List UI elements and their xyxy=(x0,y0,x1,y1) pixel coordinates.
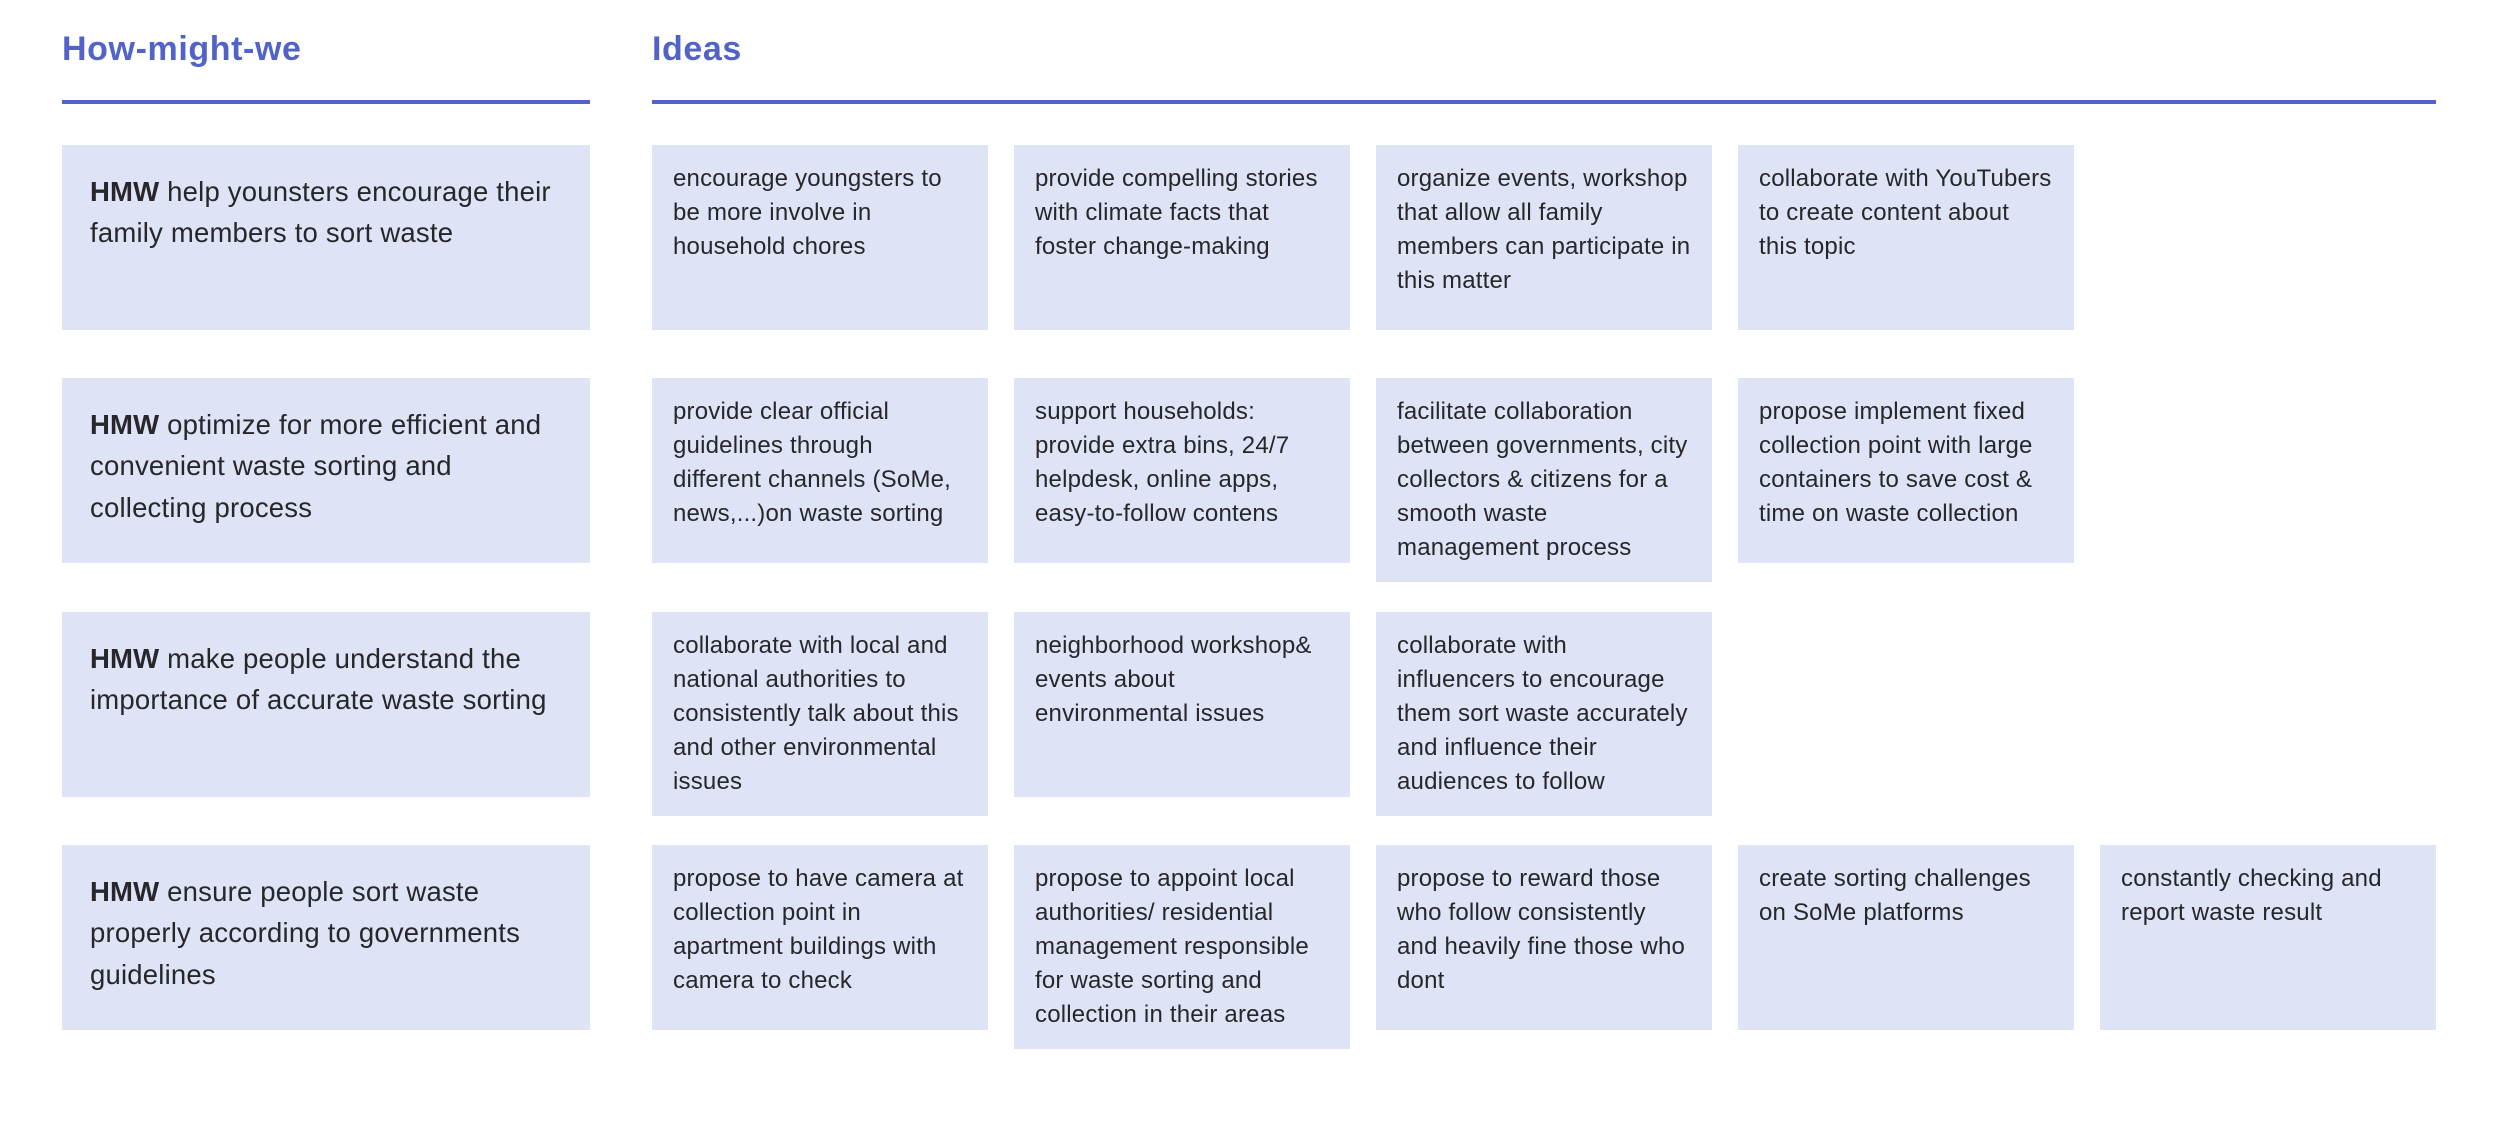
hmw-text: help younsters encourage their family members to sort waste xyxy=(90,176,551,249)
ideas-header-underline xyxy=(652,100,2436,104)
idea-card[interactable]: provide clear official guidelines through different channels (SoMe, news,...)on waste sorting xyxy=(652,378,988,563)
hmw-prefix: HMW xyxy=(90,876,160,907)
hmw-prefix: HMW xyxy=(90,409,160,440)
hmw-header-underline xyxy=(62,100,590,104)
idea-card[interactable]: propose to reward those who follow consistently and heavily fine those who dont xyxy=(1376,845,1712,1030)
idea-card[interactable]: propose to appoint local authorities/ residential management responsible for waste sorting and collection in their areas xyxy=(1014,845,1350,1049)
hmw-card[interactable] xyxy=(62,845,590,1030)
idea-card[interactable]: neighborhood workshop& events about environmental issues xyxy=(1014,612,1350,797)
idea-card[interactable]: organize events, workshop that allow all family members can participate in this matter xyxy=(1376,145,1712,330)
hmw-card[interactable] xyxy=(62,378,590,563)
idea-card[interactable]: collaborate with local and national authorities to consistently talk about this and other environmental issues xyxy=(652,612,988,816)
idea-card[interactable]: collaborate with influencers to encourage them sort waste accurately and influence their audiences to follow xyxy=(1376,612,1712,816)
idea-card[interactable]: collaborate with YouTubers to create content about this topic xyxy=(1738,145,2074,330)
hmw-prefix: HMW xyxy=(90,176,160,207)
hmw-card[interactable] xyxy=(62,612,590,797)
idea-card[interactable]: propose to have camera at collection point in apartment buildings with camera to check xyxy=(652,845,988,1030)
hmw-text: optimize for more efficient and convenient waste sorting and collecting process xyxy=(90,409,542,523)
hmw-card[interactable] xyxy=(62,145,590,330)
hmw-text: ensure people sort waste properly according to governments guidelines xyxy=(90,876,521,990)
idea-card[interactable]: encourage youngsters to be more involve in household chores xyxy=(652,145,988,330)
idea-card[interactable]: facilitate collaboration between governments, city collectors & citizens for a smooth waste management process xyxy=(1376,378,1712,582)
idea-card[interactable]: constantly checking and report waste result xyxy=(2100,845,2436,1030)
idea-card[interactable]: support households: provide extra bins, 24/7 helpdesk, online apps, easy-to-follow contens xyxy=(1014,378,1350,563)
hmw-column-header: How-might-we xyxy=(62,30,302,68)
hmw-prefix: HMW xyxy=(90,643,160,674)
ideas-column-header: Ideas xyxy=(652,30,742,68)
idea-card[interactable]: create sorting challenges on SoMe platforms xyxy=(1738,845,2074,1030)
idea-card[interactable]: propose implement fixed collection point with large containers to save cost & time on waste collection xyxy=(1738,378,2074,563)
hmw-text: make people understand the importance of accurate waste sorting xyxy=(90,643,547,716)
idea-card[interactable]: provide compelling stories with climate facts that foster change-making xyxy=(1014,145,1350,330)
